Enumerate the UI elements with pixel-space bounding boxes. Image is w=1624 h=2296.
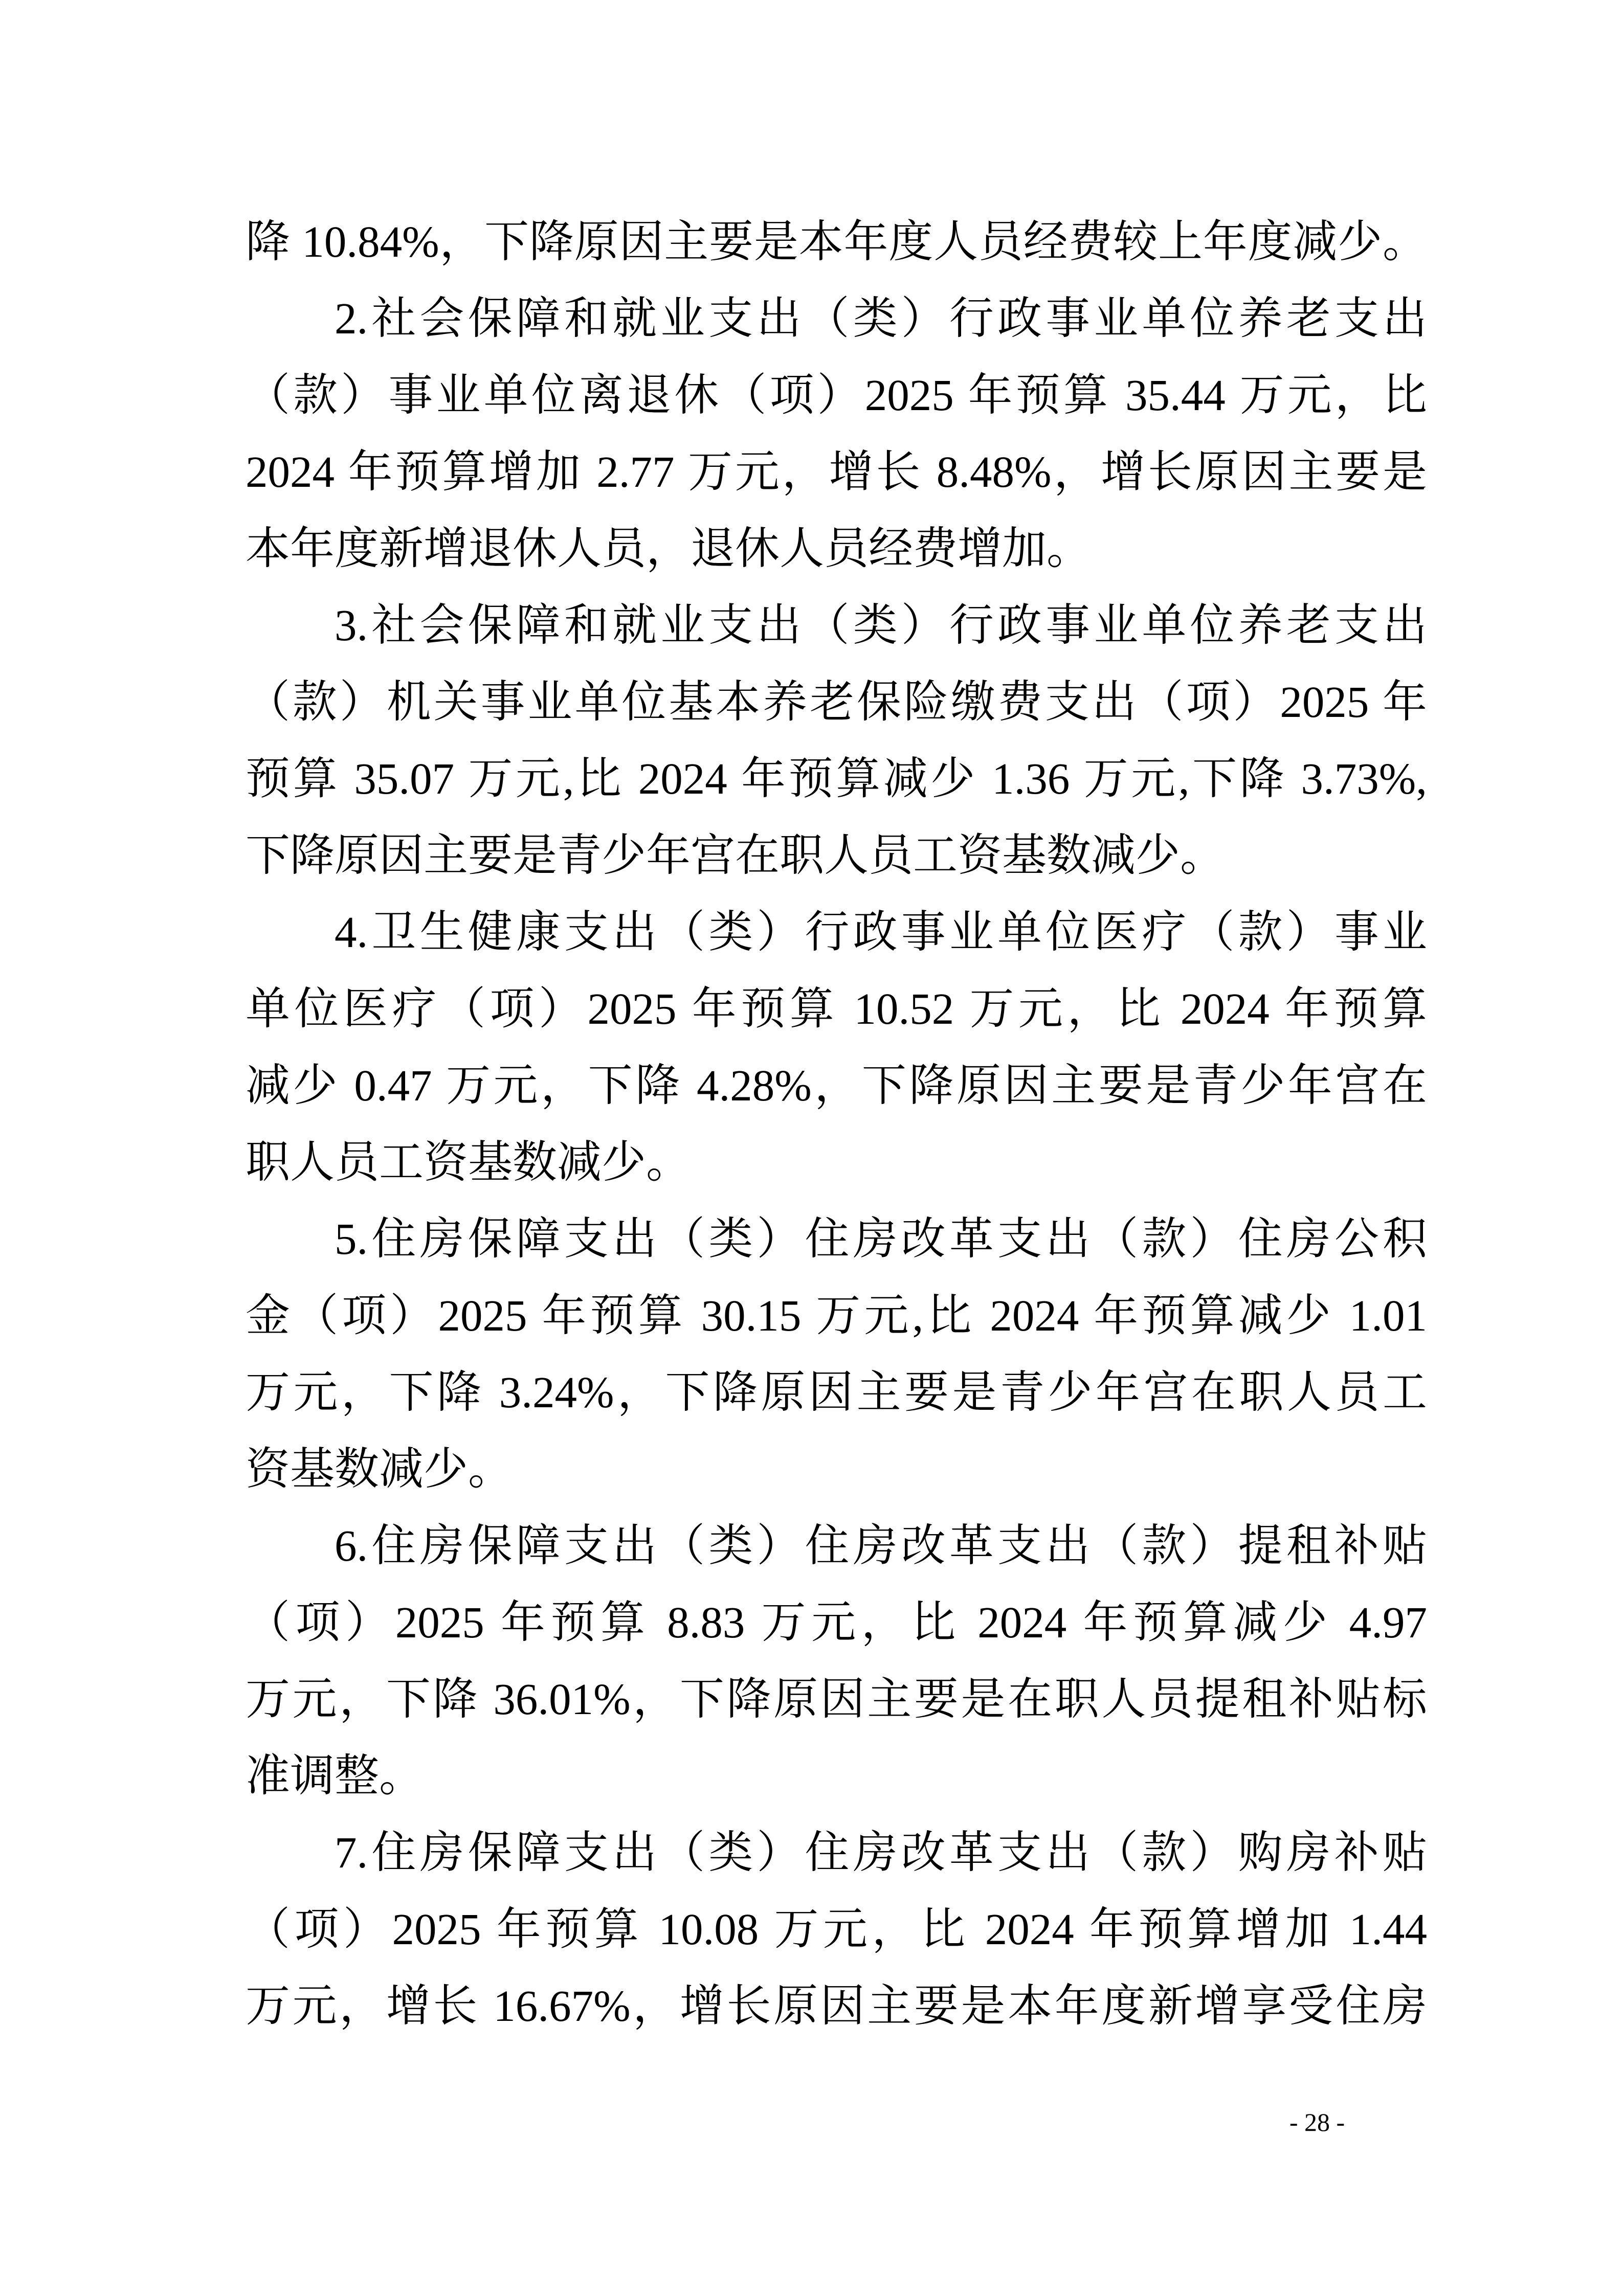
text-line: （项）2025 年预算 8.83 万元，比 2024 年预算减少 4.97 bbox=[246, 1597, 1427, 1647]
text-line: 预算 35.07 万元,比 2024 年预算减少 1.36 万元,下降 3.73%, bbox=[246, 754, 1427, 803]
text-line: 金（项）2025 年预算 30.15 万元,比 2024 年预算减少 1.01 bbox=[246, 1291, 1427, 1340]
text-line: （款）机关事业单位基本养老保险缴费支出（项）2025 年 bbox=[246, 677, 1427, 727]
text-line: （款）事业单位离退休（项）2025 年预算 35.44 万元，比 bbox=[246, 370, 1427, 420]
text-line: 万元，下降 3.24%，下降原因主要是青少年宫在职人员工 bbox=[246, 1367, 1427, 1417]
text-line: 万元，下降 36.01%，下降原因主要是在职人员提租补贴标 bbox=[246, 1674, 1427, 1724]
text-line: 2024 年预算增加 2.77 万元，增长 8.48%，增长原因主要是 bbox=[246, 447, 1427, 497]
text-line: 2.社会保障和就业支出（类）行政事业单位养老支出 bbox=[335, 294, 1427, 343]
paragraph-3 bbox=[246, 587, 1427, 894]
text-line: 准调整。 bbox=[246, 1751, 424, 1800]
text-line: 3.社会保障和就业支出（类）行政事业单位养老支出 bbox=[335, 600, 1427, 650]
paragraph-6 bbox=[246, 1507, 1427, 1814]
text-line: 7.住房保障支出（类）住房改革支出（款）购房补贴 bbox=[335, 1828, 1427, 1877]
text-line: 本年度新增退休人员，退休人员经费增加。 bbox=[246, 524, 1091, 573]
page-number: - 28 - bbox=[1289, 2108, 1345, 2136]
text-line: 降 10.84%，下降原因主要是本年度人员经费较上年度减少。 bbox=[246, 217, 1427, 266]
paragraph-2 bbox=[246, 280, 1427, 587]
paragraph-7 bbox=[246, 1814, 1427, 2044]
text-line: 4.卫生健康支出（类）行政事业单位医疗（款）事业 bbox=[335, 907, 1427, 957]
text-line: 6.住房保障支出（类）住房改革支出（款）提租补贴 bbox=[335, 1521, 1427, 1570]
text-line: 万元，增长 16.67%，增长原因主要是本年度新增享受住房 bbox=[246, 1981, 1427, 2031]
text-line: 单位医疗（项）2025 年预算 10.52 万元，比 2024 年预算 bbox=[246, 984, 1427, 1033]
paragraph-4 bbox=[246, 894, 1427, 1201]
paragraph-5 bbox=[246, 1201, 1427, 1507]
paragraph-continuation bbox=[246, 204, 1427, 280]
text-line: 减少 0.47 万元，下降 4.28%，下降原因主要是青少年宫在 bbox=[246, 1061, 1427, 1110]
text-line: 下降原因主要是青少年宫在职人员工资基数减少。 bbox=[246, 830, 1225, 880]
text-line: （项）2025 年预算 10.08 万元，比 2024 年预算增加 1.44 bbox=[246, 1904, 1427, 1954]
text-line: 职人员工资基数减少。 bbox=[246, 1137, 691, 1187]
page-body bbox=[246, 204, 1427, 2044]
text-line: 资基数减少。 bbox=[246, 1444, 513, 1494]
text-line: 5.住房保障支出（类）住房改革支出（款）住房公积 bbox=[335, 1214, 1427, 1264]
